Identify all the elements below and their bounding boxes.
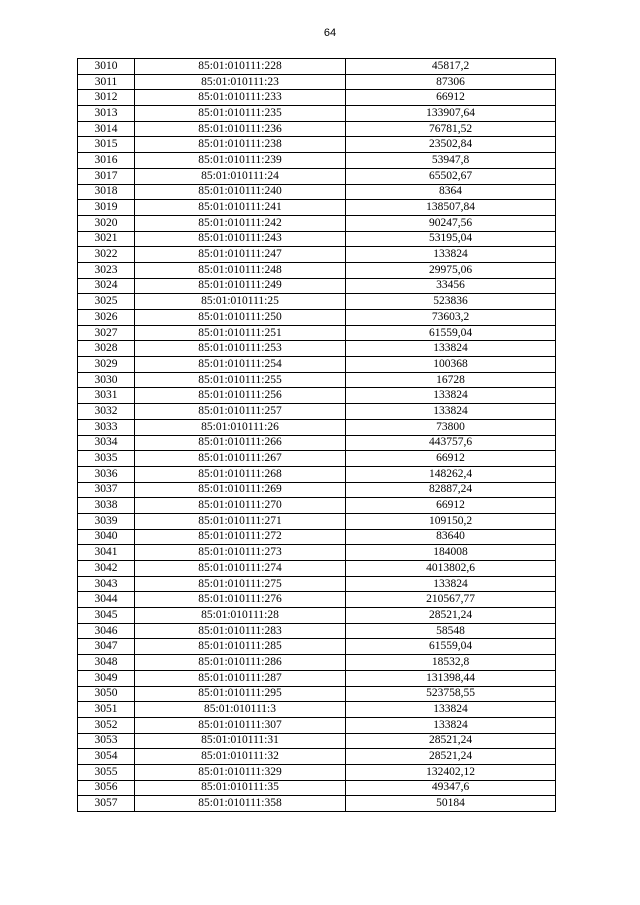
cadastral-number-cell: 85:01:010111:228 xyxy=(135,59,346,75)
table-row xyxy=(78,90,556,106)
cadastral-number-cell: 85:01:010111:271 xyxy=(135,513,346,529)
value-cell: 73800 xyxy=(346,419,556,435)
row-number-cell: 3021 xyxy=(78,231,135,247)
table-row xyxy=(78,153,556,169)
table-row xyxy=(78,231,556,247)
row-number-cell: 3011 xyxy=(78,74,135,90)
row-number-cell: 3037 xyxy=(78,482,135,498)
value-cell: 33456 xyxy=(346,278,556,294)
row-number-cell: 3027 xyxy=(78,325,135,341)
cadastral-number-cell: 85:01:010111:307 xyxy=(135,717,346,733)
table-row xyxy=(78,592,556,608)
row-number-cell: 3045 xyxy=(78,608,135,624)
value-cell: 61559,04 xyxy=(346,639,556,655)
cadastral-number-cell: 85:01:010111:283 xyxy=(135,623,346,639)
value-cell: 148262,4 xyxy=(346,466,556,482)
table-row xyxy=(78,608,556,624)
table-row xyxy=(78,325,556,341)
table-row xyxy=(78,435,556,451)
page-number: 64 xyxy=(323,27,337,39)
cadastral-number-cell: 85:01:010111:329 xyxy=(135,764,346,780)
value-cell: 66912 xyxy=(346,451,556,467)
cadastral-number-cell: 85:01:010111:25 xyxy=(135,294,346,310)
table-row xyxy=(78,639,556,655)
value-cell: 132402,12 xyxy=(346,764,556,780)
value-cell: 133907,64 xyxy=(346,106,556,122)
table-row xyxy=(78,717,556,733)
table-row xyxy=(78,200,556,216)
table-row xyxy=(78,372,556,388)
cadastral-number-cell: 85:01:010111:239 xyxy=(135,153,346,169)
cadastral-number-cell: 85:01:010111:274 xyxy=(135,561,346,577)
table-row xyxy=(78,404,556,420)
row-number-cell: 3053 xyxy=(78,733,135,749)
cadastral-number-cell: 85:01:010111:233 xyxy=(135,90,346,106)
cadastral-number-cell: 85:01:010111:28 xyxy=(135,608,346,624)
value-cell: 18532,8 xyxy=(346,655,556,671)
table-row xyxy=(78,702,556,718)
row-number-cell: 3050 xyxy=(78,686,135,702)
row-number-cell: 3046 xyxy=(78,623,135,639)
table-body xyxy=(78,59,556,812)
table-row xyxy=(78,576,556,592)
table-row xyxy=(78,545,556,561)
cadastral-number-cell: 85:01:010111:241 xyxy=(135,200,346,216)
cadastral-number-cell: 85:01:010111:243 xyxy=(135,231,346,247)
cadastral-number-cell: 85:01:010111:3 xyxy=(135,702,346,718)
value-cell: 45817,2 xyxy=(346,59,556,75)
row-number-cell: 3020 xyxy=(78,215,135,231)
row-number-cell: 3056 xyxy=(78,780,135,796)
row-number-cell: 3012 xyxy=(78,90,135,106)
row-number-cell: 3031 xyxy=(78,388,135,404)
row-number-cell: 3022 xyxy=(78,247,135,263)
table-row xyxy=(78,294,556,310)
value-cell: 133824 xyxy=(346,702,556,718)
cadastral-number-cell: 85:01:010111:32 xyxy=(135,749,346,765)
value-cell: 50184 xyxy=(346,796,556,812)
table-row xyxy=(78,137,556,153)
table-row xyxy=(78,451,556,467)
value-cell: 133824 xyxy=(346,247,556,263)
table-row xyxy=(78,749,556,765)
value-cell: 53947,8 xyxy=(346,153,556,169)
cadastral-number-cell: 85:01:010111:255 xyxy=(135,372,346,388)
cadastral-number-cell: 85:01:010111:256 xyxy=(135,388,346,404)
value-cell: 28521,24 xyxy=(346,733,556,749)
row-number-cell: 3032 xyxy=(78,404,135,420)
value-cell: 184008 xyxy=(346,545,556,561)
row-number-cell: 3057 xyxy=(78,796,135,812)
value-cell: 109150,2 xyxy=(346,513,556,529)
table-row xyxy=(78,74,556,90)
value-cell: 76781,52 xyxy=(346,121,556,137)
table-row xyxy=(78,482,556,498)
row-number-cell: 3054 xyxy=(78,749,135,765)
value-cell: 523758,55 xyxy=(346,686,556,702)
value-cell: 87306 xyxy=(346,74,556,90)
cadastral-number-cell: 85:01:010111:24 xyxy=(135,168,346,184)
row-number-cell: 3010 xyxy=(78,59,135,75)
value-cell: 53195,04 xyxy=(346,231,556,247)
value-cell: 58548 xyxy=(346,623,556,639)
table-row xyxy=(78,247,556,263)
row-number-cell: 3015 xyxy=(78,137,135,153)
table-row xyxy=(78,184,556,200)
cadastral-number-cell: 85:01:010111:235 xyxy=(135,106,346,122)
cadastral-number-cell: 85:01:010111:268 xyxy=(135,466,346,482)
cadastral-number-cell: 85:01:010111:267 xyxy=(135,451,346,467)
value-cell: 49347,6 xyxy=(346,780,556,796)
value-cell: 28521,24 xyxy=(346,608,556,624)
cadastral-number-cell: 85:01:010111:248 xyxy=(135,262,346,278)
row-number-cell: 3025 xyxy=(78,294,135,310)
row-number-cell: 3038 xyxy=(78,498,135,514)
value-cell: 66912 xyxy=(346,90,556,106)
table-row xyxy=(78,780,556,796)
row-number-cell: 3044 xyxy=(78,592,135,608)
cadastral-number-cell: 85:01:010111:266 xyxy=(135,435,346,451)
row-number-cell: 3019 xyxy=(78,200,135,216)
cadastral-number-cell: 85:01:010111:240 xyxy=(135,184,346,200)
table-row xyxy=(78,419,556,435)
cadastral-number-cell: 85:01:010111:250 xyxy=(135,310,346,326)
cadastral-value-table xyxy=(77,58,556,812)
row-number-cell: 3029 xyxy=(78,357,135,373)
row-number-cell: 3042 xyxy=(78,561,135,577)
table-row xyxy=(78,513,556,529)
cadastral-number-cell: 85:01:010111:247 xyxy=(135,247,346,263)
row-number-cell: 3036 xyxy=(78,466,135,482)
cadastral-number-cell: 85:01:010111:26 xyxy=(135,419,346,435)
value-cell: 61559,04 xyxy=(346,325,556,341)
cadastral-number-cell: 85:01:010111:257 xyxy=(135,404,346,420)
row-number-cell: 3030 xyxy=(78,372,135,388)
row-number-cell: 3035 xyxy=(78,451,135,467)
cadastral-number-cell: 85:01:010111:238 xyxy=(135,137,346,153)
row-number-cell: 3026 xyxy=(78,310,135,326)
value-cell: 66912 xyxy=(346,498,556,514)
table-row xyxy=(78,561,556,577)
value-cell: 133824 xyxy=(346,341,556,357)
value-cell: 90247,56 xyxy=(346,215,556,231)
row-number-cell: 3013 xyxy=(78,106,135,122)
row-number-cell: 3040 xyxy=(78,529,135,545)
row-number-cell: 3055 xyxy=(78,764,135,780)
row-number-cell: 3014 xyxy=(78,121,135,137)
table-row xyxy=(78,59,556,75)
value-cell: 131398,44 xyxy=(346,670,556,686)
value-cell: 210567,77 xyxy=(346,592,556,608)
table-row xyxy=(78,686,556,702)
value-cell: 29975,06 xyxy=(346,262,556,278)
value-cell: 523836 xyxy=(346,294,556,310)
row-number-cell: 3048 xyxy=(78,655,135,671)
row-number-cell: 3017 xyxy=(78,168,135,184)
row-number-cell: 3041 xyxy=(78,545,135,561)
cadastral-number-cell: 85:01:010111:295 xyxy=(135,686,346,702)
table-row xyxy=(78,733,556,749)
table-row xyxy=(78,670,556,686)
row-number-cell: 3016 xyxy=(78,153,135,169)
value-cell: 28521,24 xyxy=(346,749,556,765)
row-number-cell: 3051 xyxy=(78,702,135,718)
cadastral-number-cell: 85:01:010111:23 xyxy=(135,74,346,90)
cadastral-number-cell: 85:01:010111:275 xyxy=(135,576,346,592)
cadastral-number-cell: 85:01:010111:31 xyxy=(135,733,346,749)
table-row xyxy=(78,529,556,545)
row-number-cell: 3039 xyxy=(78,513,135,529)
cadastral-number-cell: 85:01:010111:35 xyxy=(135,780,346,796)
table-row xyxy=(78,278,556,294)
value-cell: 133824 xyxy=(346,404,556,420)
table-row xyxy=(78,357,556,373)
table-row xyxy=(78,341,556,357)
cadastral-number-cell: 85:01:010111:236 xyxy=(135,121,346,137)
row-number-cell: 3047 xyxy=(78,639,135,655)
value-cell: 23502,84 xyxy=(346,137,556,153)
row-number-cell: 3028 xyxy=(78,341,135,357)
value-cell: 138507,84 xyxy=(346,200,556,216)
value-cell: 4013802,6 xyxy=(346,561,556,577)
row-number-cell: 3052 xyxy=(78,717,135,733)
table-row xyxy=(78,388,556,404)
cadastral-number-cell: 85:01:010111:287 xyxy=(135,670,346,686)
value-cell: 65502,67 xyxy=(346,168,556,184)
cadastral-number-cell: 85:01:010111:276 xyxy=(135,592,346,608)
value-cell: 8364 xyxy=(346,184,556,200)
value-cell: 82887,24 xyxy=(346,482,556,498)
row-number-cell: 3024 xyxy=(78,278,135,294)
value-cell: 133824 xyxy=(346,717,556,733)
cadastral-number-cell: 85:01:010111:249 xyxy=(135,278,346,294)
cadastral-number-cell: 85:01:010111:272 xyxy=(135,529,346,545)
table-row xyxy=(78,466,556,482)
row-number-cell: 3018 xyxy=(78,184,135,200)
cadastral-number-cell: 85:01:010111:273 xyxy=(135,545,346,561)
value-cell: 83640 xyxy=(346,529,556,545)
table-row xyxy=(78,655,556,671)
table-row xyxy=(78,215,556,231)
table-row xyxy=(78,168,556,184)
cadastral-number-cell: 85:01:010111:269 xyxy=(135,482,346,498)
value-cell: 133824 xyxy=(346,388,556,404)
value-cell: 16728 xyxy=(346,372,556,388)
table-row xyxy=(78,310,556,326)
cadastral-number-cell: 85:01:010111:286 xyxy=(135,655,346,671)
cadastral-number-cell: 85:01:010111:358 xyxy=(135,796,346,812)
row-number-cell: 3033 xyxy=(78,419,135,435)
table-row xyxy=(78,498,556,514)
row-number-cell: 3034 xyxy=(78,435,135,451)
cadastral-number-cell: 85:01:010111:285 xyxy=(135,639,346,655)
value-cell: 73603,2 xyxy=(346,310,556,326)
value-cell: 133824 xyxy=(346,576,556,592)
cadastral-number-cell: 85:01:010111:254 xyxy=(135,357,346,373)
table-row xyxy=(78,121,556,137)
row-number-cell: 3023 xyxy=(78,262,135,278)
row-number-cell: 3049 xyxy=(78,670,135,686)
value-cell: 443757,6 xyxy=(346,435,556,451)
cadastral-number-cell: 85:01:010111:242 xyxy=(135,215,346,231)
value-cell: 100368 xyxy=(346,357,556,373)
table-row xyxy=(78,764,556,780)
table-row xyxy=(78,262,556,278)
table-row xyxy=(78,796,556,812)
cadastral-number-cell: 85:01:010111:251 xyxy=(135,325,346,341)
table-row xyxy=(78,106,556,122)
cadastral-number-cell: 85:01:010111:253 xyxy=(135,341,346,357)
table-row xyxy=(78,623,556,639)
row-number-cell: 3043 xyxy=(78,576,135,592)
cadastral-number-cell: 85:01:010111:270 xyxy=(135,498,346,514)
